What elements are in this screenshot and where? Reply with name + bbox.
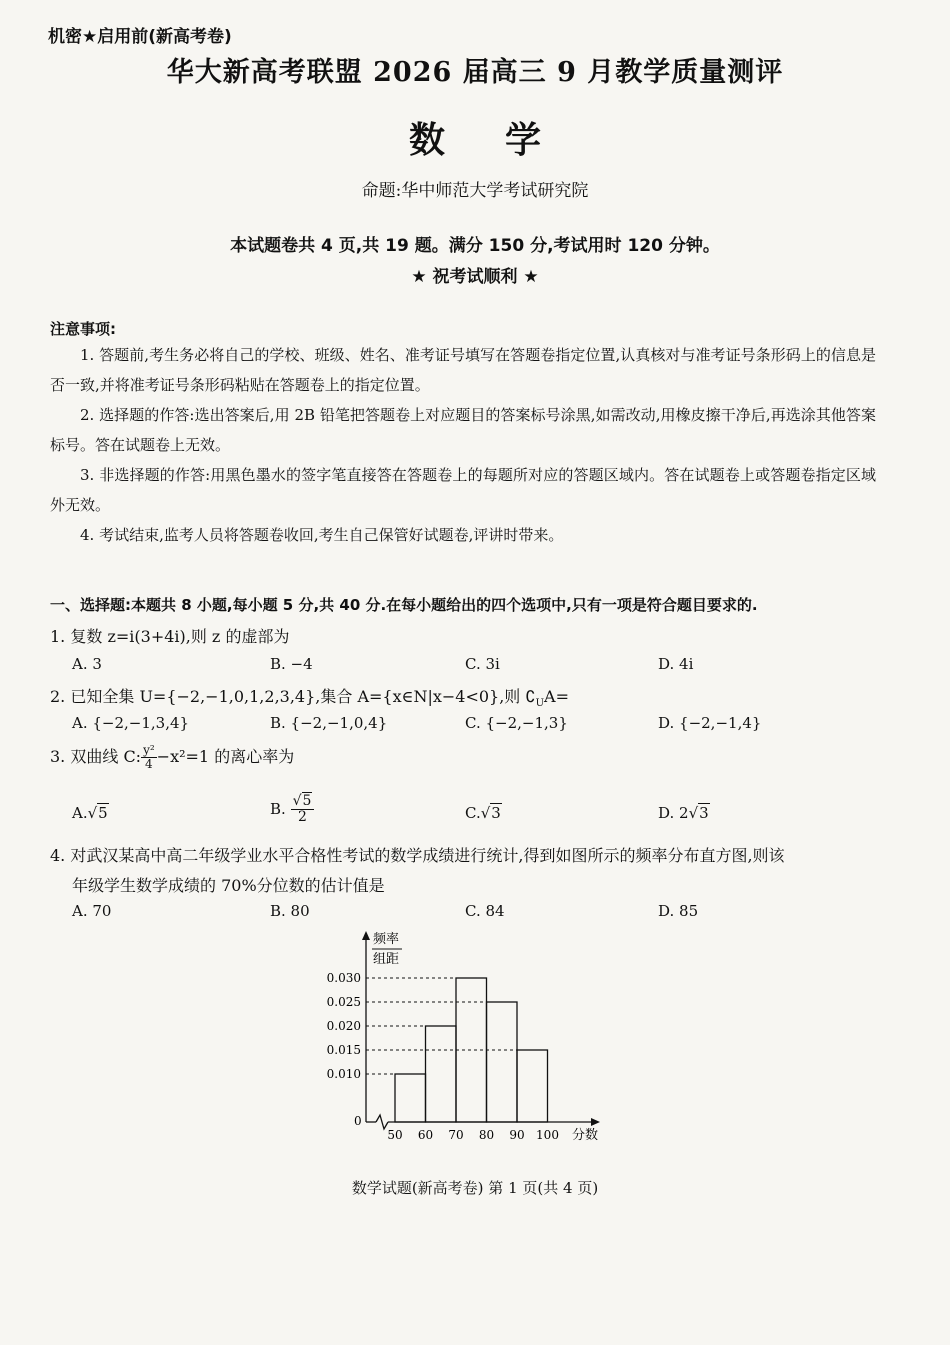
q3-option-c: C.√3 <box>465 804 501 822</box>
y-tick-label: 0.015 <box>326 1043 361 1057</box>
exam-title: 华大新高考联盟 2026 届高三 9 月教学质量测评 <box>166 57 784 88</box>
notes-list <box>50 340 876 550</box>
q2-option-d: D. {−2,−1,4} <box>658 714 762 732</box>
x-tick-label: 60 <box>417 1128 434 1142</box>
q4-option-a: A. 70 <box>72 902 112 920</box>
note-item: 4. 考试结束,监考人员将答题卷收回,考生自己保管好试题卷,评讲时带来。 <box>80 526 564 544</box>
section-heading: 一、选择题:本题共 8 小题,每小题 5 分,共 40 分.在每小题给出的四个选项中,只有一项是符合题目要求的. <box>50 596 758 614</box>
question-4-stem-line2: 年级学生数学成绩的 70%分位数的估计值是 <box>72 876 385 895</box>
q1-option-d: D. 4i <box>658 655 694 673</box>
x-axis-arrow <box>591 1118 600 1126</box>
q4-option-d: D. 85 <box>658 902 699 920</box>
axis-break <box>376 1115 388 1129</box>
confidential-label: 机密★启用前(新高考卷) <box>48 27 232 47</box>
x-tick-label: 90 <box>509 1128 525 1142</box>
q2-option-a: A. {−2,−1,3,4} <box>72 714 190 732</box>
question-2-stem: 2. 已知全集 U={−2,−1,0,1,2,3,4},集合 A={x∈N|x−4<0},则 $∁_UA=$ <box>50 687 569 710</box>
subject-title: 数学 <box>408 119 601 161</box>
q3-option-a: A.√5 <box>72 804 108 822</box>
question-4-stem-line1: 4. 对武汉某高中高二年级学业水平合格性考试的数学成绩进行统计,得到如图所示的频率分布直方图,则该 <box>50 846 785 865</box>
q3-option-d: D. 2√3 <box>658 804 709 822</box>
histogram-bar <box>426 1026 457 1122</box>
q4-option-b: B. 80 <box>270 902 310 920</box>
y-tick-label: 0.020 <box>326 1019 361 1033</box>
author-line: 命题:华中师范大学考试研究院 <box>361 181 589 201</box>
y-axis-arrow <box>362 931 370 940</box>
q4-option-c: C. 84 <box>465 902 505 920</box>
y-tick-label: 0.025 <box>326 995 361 1009</box>
exam-info: 本试题卷共 4 页,共 19 题。满分 150 分,考试用时 120 分钟。 <box>230 236 720 256</box>
x-axis-label: 分数 <box>572 1128 599 1143</box>
histogram-bar <box>395 1074 426 1122</box>
x-tick-label: 50 <box>387 1128 403 1142</box>
q1-option-b: B. −4 <box>270 655 313 673</box>
histogram-bar <box>517 1050 548 1122</box>
notes-heading: 注意事项: <box>50 320 116 338</box>
y-axis-label-den: 组距 <box>373 952 400 967</box>
x-tick-label: 70 <box>448 1128 464 1142</box>
y-axis-label-num: 频率 <box>373 932 400 947</box>
q1-option-c: C. 3i <box>465 655 500 673</box>
question-1-stem: 1. 复数 z=i(3+4i),则 z 的虚部为 <box>50 627 290 646</box>
q3-option-b: B. $\frac{√5}{2}$ <box>270 794 314 826</box>
y-tick-label: 0.010 <box>326 1067 361 1081</box>
q1-option-a: A. 3 <box>72 655 102 673</box>
note-item: 1. 答题前,考生务必将自己的学校、班级、姓名、准考证号填写在答题卷指定位置,认真核对与准考证号条形码上的信息是否一致,并将准考证号条形码粘贴在答题卷上的指定位置。 <box>50 346 876 394</box>
note-item: 2. 选择题的作答:选出答案后,用 2B 铅笔把答题卷上对应题目的答案标号涂黑,如需改动,用橡皮擦干净后,再选涂其他答案标号。答在试题卷上无效。 <box>50 406 876 454</box>
fraction: $\frac{\text{y²}}{4}$ <box>143 743 155 772</box>
histogram-bar <box>487 1002 518 1122</box>
frequency-histogram <box>310 925 620 1150</box>
x-tick-label: 100 <box>536 1128 559 1142</box>
page-footer: 数学试题(新高考卷) 第 1 页(共 4 页) <box>351 1179 599 1197</box>
y-tick-label: 0.030 <box>326 971 361 985</box>
q2-option-c: C. {−2,−1,3} <box>465 714 568 732</box>
x-tick-label: 80 <box>478 1128 495 1142</box>
question-3-stem: 3. 双曲线 C: $\frac{\text{y²}}{4}$ −x²=1 的离心率为 <box>50 743 295 772</box>
good-luck-line: ★ 祝考试顺利 ★ <box>411 267 539 287</box>
origin-label: 0 <box>354 1114 362 1128</box>
note-item: 3. 非选择题的作答:用黑色墨水的签字笔直接答在答题卷上的每题所对应的答题区域内。答在试题卷上或答题卷指定区域外无效。 <box>50 466 876 514</box>
q2-option-b: B. {−2,−1,0,4} <box>270 714 388 732</box>
